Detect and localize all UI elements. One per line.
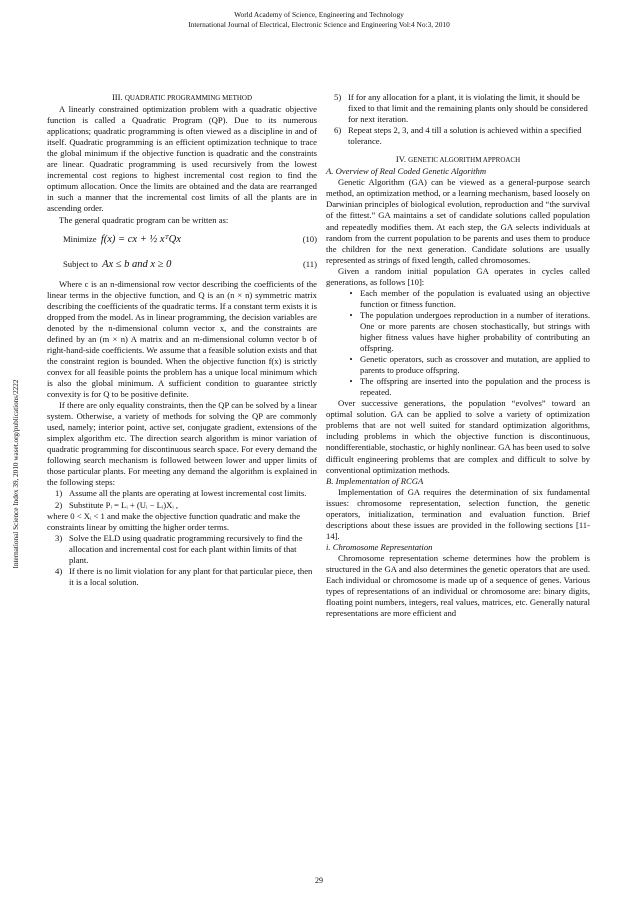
step-text: Solve the ELD using quadratic programming recursively to find the allocation and incremental cost for each plant within limits of that plant.	[69, 532, 303, 565]
side-watermark	[12, 0, 22, 903]
step-number: 4)	[55, 565, 63, 576]
side-watermark-text: International Science Index 39, 2010 waset.org/publications/2222	[12, 379, 20, 569]
step-text: Repeat steps 2, 3, and 4 till a solution is achieved within a specified tolerance.	[348, 125, 582, 147]
step-text: If for any allocation for a plant, it is violating the limit, it should be fixed to that limit and the remaining plants only should be considered for next iteration.	[348, 92, 588, 125]
paragraph: Chromosome representation scheme determines how the problem is structured in the GA and also determines the genetic operators that are used. Each individual or chromosome is made up of a sequence of genes. Various types of representations of an individual or chromosome are: binary digits, floating point numbers, integers, real values, matrices, etc. Generally natural representations are more efficient and	[326, 552, 590, 619]
paragraph: Over successive generations, the population “evolves” toward an optimal solution. GA can be applied to solve a variety of optimization problems that are not well suited for standard optimization algorithms, including problems in which the objective function is discontinuous, nondifferentiable, stochastic, or highly nonlinear. GA has been used to solve difficult engineering problems that are complex and difficult to solve by conventional optimization methods.	[326, 398, 590, 475]
step-number: 2)	[55, 499, 63, 510]
step-number: 1)	[55, 488, 63, 499]
algorithm-steps	[47, 488, 317, 587]
right-column	[326, 92, 590, 619]
section-3-number: III.	[111, 92, 123, 102]
list-item	[342, 310, 590, 354]
list-item	[55, 500, 317, 511]
step-text: If there is no limit violation for any plant for that particular piece, then it is a local solution.	[69, 565, 313, 587]
bullet-text: The population undergoes reproduction in a number of iterations. One or more parents are chosen stochastically, but strings with higher fitness values have higher probability of contributing an offspring.	[360, 309, 590, 354]
equation-label: Minimize	[63, 233, 97, 244]
bullet-icon: •	[349, 287, 353, 298]
section-4-title: GENETIC ALGORITHM APPROACH	[408, 156, 521, 165]
journal-name: World Academy of Science, Engineering and Technology	[234, 10, 404, 19]
equation-number: (11)	[302, 258, 317, 269]
paragraph: Where c is an n-dimensional row vector describing the coefficients of the linear terms in the objective function, and Q is an (n × n) symmetric matrix describing the coefficients of the quadratic terms. If a constant term exists it is dropped from the model. As in linear programming, the decision variables are denoted by the n-dimensional column vector x, and the constraints are defined by an (m × n) A matrix and an m-dimensional column vector b of right-hand-side coefficients. We assume that a feasible solution exists and that the constraint region is bounded. When the objective function f(x) is strictly convex for all feasible points the problem has a unique local minimum which is also the global minimum. A sufficient condition to guarantee strictly convexity is for Q to be positive definite.	[47, 278, 318, 400]
step-text: Substitute Pᵢ = Lᵢ + (Uᵢ − Lᵢ)Xᵢ ,	[69, 499, 179, 510]
page-number: 29	[315, 876, 323, 885]
paragraph: The general quadratic program can be written as:	[59, 214, 229, 225]
list-item	[55, 566, 317, 588]
list-item	[342, 288, 590, 310]
step-text: Assume all the plants are operating at lowest incremental cost limits.	[69, 488, 307, 499]
subsection-a-heading: A. Overview of Real Coded Genetic Algorithm	[326, 166, 487, 177]
list-item	[334, 92, 590, 125]
list-item	[55, 533, 317, 566]
equation-number: (10)	[302, 233, 317, 244]
bullet-text: The offspring are inserted into the population and the process is repeated.	[360, 376, 590, 398]
paragraph: Given a random initial population GA operates in cycles called generations, as follows [10]:	[326, 265, 590, 287]
equation-label: Subject to	[63, 258, 98, 269]
bullet-icon: •	[349, 309, 353, 320]
step-condition: where 0 < Xᵢ < 1 and make the objective function quadratic and make the constraints linear by omitting the higher order terms.	[47, 510, 301, 532]
left-column	[47, 92, 317, 588]
subsection-b-heading: B. Implementation of RCGA	[326, 475, 424, 486]
bullet-icon: •	[349, 354, 353, 365]
section-4-number: IV.	[395, 154, 406, 165]
step-number: 3)	[55, 532, 63, 543]
paragraph: A linearly constrained optimization problem with a quadratic objective function is called a Quadratic Program (QP). Due to its numerous applications; quadratic programming is often viewed as a discipline in and of itself. Quadratic programming is an efficient optimization technique to trace the global minimum if the objective function is quadratic and the constraints are linear. Quadratic programming is used recursively from the lowest incremental cost regions to highest incremental cost region to find the optimum allocation. Once the limits are obtained and the data are rearranged in such a manner that the incremental cost limits of all the plants are in ascending order.	[47, 104, 317, 214]
bullet-text: Genetic operators, such as crossover and mutation, are applied to parents to produce offspring.	[360, 354, 590, 376]
step-number: 5)	[334, 92, 342, 102]
list-item	[342, 376, 590, 398]
equation-body: f(x) = cx + ½ xᵀQx	[100, 233, 181, 245]
section-4-heading	[326, 154, 590, 166]
paragraph: Genetic Algorithm (GA) can be viewed as a general-purpose search method, an optimization method, or a learning mechanism, based loosely on Darwinian principles of biological evolution, reproduction and “the survival of the fittest.” GA maintains a set of candidate solutions called population and repeatedly modifies them. At each step, the GA selects individuals at random from the current population to be parents and uses them to produce the children for the next generation. Candidate solutions are usually represented as strings of fixed length, called chromosomes.	[326, 177, 590, 265]
bullet-text: Each member of the population is evaluated using an objective function or fitness function.	[360, 287, 590, 309]
bullet-list	[326, 288, 590, 398]
equation-11	[47, 254, 317, 276]
section-3-title: QUADRATIC PROGRAMMING METHOD	[124, 94, 253, 102]
journal-issue: International Journal of Electrical, Electronic Science and Engineering Vol:4 No:3, 2010	[188, 20, 450, 29]
section-3-heading	[47, 92, 317, 104]
bullet-icon: •	[349, 376, 353, 387]
list-item	[342, 354, 590, 376]
paragraph: Implementation of GA requires the determination of six fundamental issues: chromosome representation, selection function, the genetic operators, initialization, termination and evaluation function. Brief descriptions about these issues are provided in the following sections [11-14].	[326, 486, 590, 541]
equation-body: Ax ≤ b and x ≥ 0	[102, 258, 172, 270]
list-item	[334, 125, 590, 147]
list-item	[55, 488, 317, 499]
equation-10	[47, 229, 317, 251]
paragraph: If there are only equality constraints, then the QP can be solved by a linear system. Otherwise, a variety of methods for solving the QP are commonly used, namely; interior point, active set, conjugate gradient, extensions of the simplex algorithm etc. The direction search algorithm is minor variation of quadratic programming for discontinuous search space. For every demand the following search mechanism is followed between lower and upper limits of those particular plants. For meeting any demand the algorithm is explained in the following steps:	[47, 400, 317, 488]
subsection-c-heading: i. Chromosome Representation	[326, 541, 433, 552]
step-number: 6)	[334, 125, 342, 136]
